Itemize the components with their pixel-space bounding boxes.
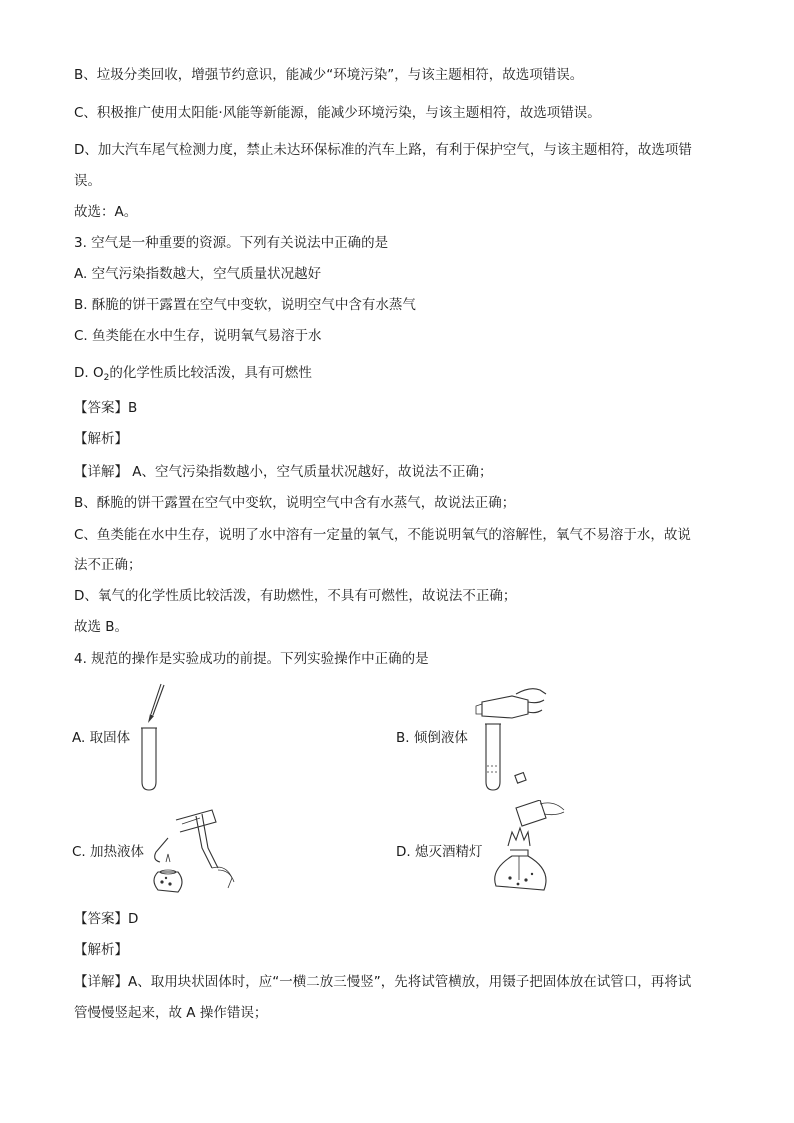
- detail-4-line: 管慢慢竖起来，故 A 操作错误；: [74, 1005, 268, 1021]
- detail-4-line: 【详解】A、取用块状固体时，应“一横二放三慢竖”，先将试管横放，用镊子把固体放在试管口，再将试: [74, 974, 692, 990]
- question-4-option-b-label: B. 倾倒液体: [396, 730, 468, 746]
- text-line: B、垃圾分类回收，增强节约意识，能减少“环境污染”，与该主题相符，故选项错误。: [74, 67, 584, 83]
- question-4-option-c-label: C. 加热液体: [72, 844, 145, 860]
- text-line: D、加大汽车尾气检测力度，禁止未达环保标准的汽车上路，有利于保护空气，与该主题相符，故选项错: [74, 142, 692, 158]
- question-4-option-d-label: D. 熄灭酒精灯: [396, 844, 483, 860]
- detail-3-line: 故选 B。: [74, 619, 129, 635]
- question-3-stem: 3. 空气是一种重要的资源。下列有关说法中正确的是: [74, 235, 389, 251]
- detail-3-line: 法不正确；: [74, 557, 142, 573]
- answer-3: 【答案】B: [74, 400, 138, 416]
- question-4-option-a-label: A. 取固体: [72, 730, 131, 746]
- text-line: 故选：A。: [74, 204, 138, 220]
- option-c-figure: [146, 808, 240, 902]
- question-4-stem: 4. 规范的操作是实验成功的前提。下列实验操作中正确的是: [74, 651, 429, 667]
- analysis-4-heading: 【解析】: [74, 942, 128, 958]
- detail-3-line: B、酥脆的饼干露置在空气中变软，说明空气中含有水蒸气，故说法正确；: [74, 495, 516, 511]
- text-line: C、积极推广使用太阳能·风能等新能源，能减少环境污染，与该主题相符，故选项错误。: [74, 105, 601, 121]
- option-b-figure: [468, 682, 558, 794]
- question-3-option-d: D. $O_2$的化学性质比较活泼，具有可燃性: [74, 365, 312, 383]
- question-3-option-a: A. 空气污染指数越大，空气质量状况越好: [74, 266, 322, 282]
- analysis-3-heading: 【解析】: [74, 431, 128, 447]
- question-3-option-b: B. 酥脆的饼干露置在空气中变软，说明空气中含有水蒸气: [74, 297, 416, 313]
- detail-3-line: C、鱼类能在水中生存，说明了水中溶有一定量的氧气，不能说明氧气的溶解性，氧气不易溶于水，故说: [74, 527, 691, 543]
- detail-3-line: D、氧气的化学性质比较活泼，有助燃性，不具有可燃性，故说法不正确；: [74, 588, 517, 604]
- answer-4: 【答案】D: [74, 911, 139, 927]
- option-a-figure: [132, 678, 172, 794]
- text-line: 误。: [74, 173, 101, 189]
- question-3-option-c: C. 鱼类能在水中生存，说明氧气易溶于水: [74, 328, 322, 344]
- detail-3-line: 【详解】 A、空气污染指数越小，空气质量状况越好，故说法不正确；: [74, 464, 493, 480]
- option-d-figure: [486, 800, 570, 900]
